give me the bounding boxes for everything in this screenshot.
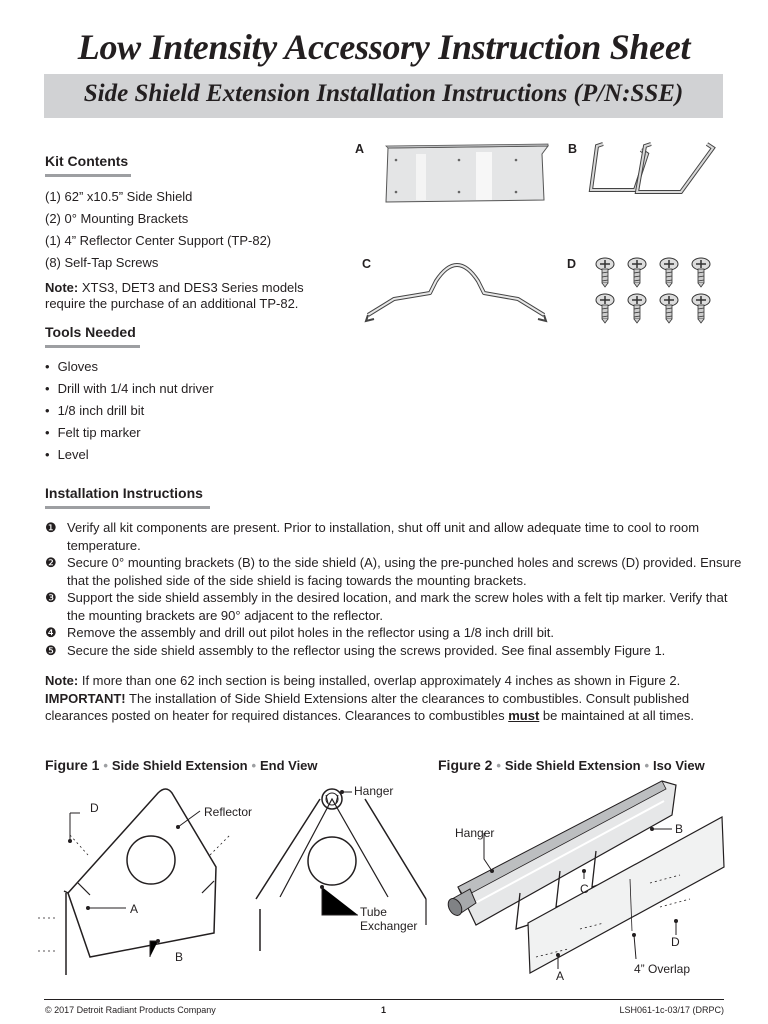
important-text: The installation of Side Shield Extensions alter the clearances to combustibles. Consult published clearances posted on heater for required distances. Clearances to combustibles bbox=[45, 690, 690, 723]
figure1-sep: • bbox=[251, 758, 257, 773]
fig1-callout-tube: Tube bbox=[360, 905, 387, 919]
install-step bbox=[45, 554, 745, 589]
important-label: IMPORTANT! bbox=[45, 690, 126, 706]
screw-icon bbox=[628, 258, 646, 287]
fig2-callout-a: A bbox=[556, 969, 565, 983]
figure2-name: Side Shield Extension bbox=[504, 758, 641, 773]
screw-icon bbox=[596, 258, 614, 287]
footer-rule bbox=[44, 999, 724, 1000]
kit-note-label: Note: bbox=[45, 280, 79, 295]
figure2-view: Iso View bbox=[652, 758, 705, 773]
step-number: ❺ bbox=[45, 642, 57, 658]
fig2-callout-overlap: 4” Overlap bbox=[634, 962, 691, 976]
kit-contents-heading: Kit Contents bbox=[45, 153, 129, 169]
install-note bbox=[45, 672, 745, 725]
figure2-title bbox=[438, 757, 705, 773]
tools-rule bbox=[45, 345, 140, 348]
center-support-drawing bbox=[362, 255, 552, 327]
step-number: ❹ bbox=[45, 625, 57, 640]
fig1-callout-a: A bbox=[130, 902, 139, 916]
figure1-label: Figure 1 bbox=[45, 757, 100, 773]
kit-note-line1 bbox=[45, 280, 304, 295]
step-number: ❷ bbox=[45, 555, 57, 570]
fig1-callout-b: B bbox=[175, 950, 184, 964]
kit-note-text: XTS3, DET3 and DES3 Series models bbox=[81, 280, 304, 295]
install-steps bbox=[45, 519, 745, 659]
screw-icon bbox=[692, 294, 710, 323]
screws-drawing bbox=[594, 256, 716, 330]
part-a-label: A bbox=[355, 142, 365, 156]
step-text: Secure 0° mounting brackets (B) to the side shield (A), using the pre-punched holes and screws (D) provided. Ensure that the polished side of the side shield is facing towards the mounting brackets. bbox=[67, 555, 742, 588]
screw-icon bbox=[660, 258, 678, 287]
step-text: Remove the assembly and drill out pilot holes in the reflector using a 1/8 inch drill bit. bbox=[67, 625, 555, 640]
part-d-label: D bbox=[567, 257, 577, 271]
figure2-sep: • bbox=[496, 758, 501, 773]
tool-item: • Felt tip marker bbox=[45, 425, 141, 440]
footer-copyright: © 2017 Detroit Radiant Products Company bbox=[45, 1005, 216, 1015]
kit-item: (1) 4” Reflector Center Support (TP-82) bbox=[45, 233, 272, 248]
install-note-text: If more than one 62 inch section is being installed, overlap approximately 4 inches as shown in Figure 2. bbox=[81, 673, 681, 688]
install-note-label: Note: bbox=[45, 673, 79, 688]
important-end: be maintained at all times. bbox=[542, 708, 694, 723]
figure1-name: Side Shield Extension bbox=[111, 758, 248, 773]
install-heading: Installation Instructions bbox=[45, 485, 203, 501]
screw-icon bbox=[596, 294, 614, 323]
kit-note-line2: require the purchase of an additional TP-82. bbox=[45, 296, 299, 311]
screw-icon bbox=[692, 258, 710, 287]
install-step bbox=[45, 589, 745, 624]
step-text: Verify all kit components are present. Prior to installation, shut off unit and allow adequate time to cool to room temperature. bbox=[67, 520, 700, 553]
page-subtitle: Side Shield Extension Installation Instructions (P/N:SSE) bbox=[83, 80, 684, 107]
must-emphasis: must bbox=[508, 708, 540, 723]
kit-item: (1) 62” x10.5” Side Shield bbox=[45, 189, 193, 204]
page-title: Low Intensity Accessory Instruction Sheet bbox=[77, 27, 691, 67]
fig1-callout-hanger: Hanger bbox=[354, 784, 394, 798]
step-text: Support the side shield assembly in the desired location, and mark the screw holes with a felt tip marker. Verify that the mounting brackets are 90° adjacent to the reflector. bbox=[67, 590, 728, 623]
tools-heading: Tools Needed bbox=[45, 324, 136, 340]
figure2-sep: • bbox=[644, 758, 650, 773]
step-number: ❸ bbox=[45, 590, 57, 605]
mounting-brackets-drawing bbox=[585, 140, 715, 202]
tool-item: • Gloves bbox=[45, 359, 98, 374]
kit-contents-rule bbox=[45, 174, 131, 177]
side-shield-drawing bbox=[376, 140, 551, 208]
tool-item: • Level bbox=[45, 447, 89, 462]
figure1-sep: • bbox=[103, 758, 108, 773]
fig2-callout-hanger: Hanger bbox=[455, 826, 495, 840]
install-step bbox=[45, 519, 745, 554]
footer-doc-number: LSH061-1c-03/17 (DRPC) bbox=[619, 1005, 724, 1015]
fig1-callout-exchanger: Exchanger bbox=[360, 919, 418, 933]
figure1-title bbox=[45, 757, 318, 773]
figure1-view: End View bbox=[259, 758, 318, 773]
fig2-callout-b: B bbox=[675, 822, 684, 836]
tool-item: • 1/8 inch drill bit bbox=[45, 403, 144, 418]
part-b-label: B bbox=[568, 142, 578, 156]
tool-item: • Drill with 1/4 inch nut driver bbox=[45, 381, 214, 396]
fig2-callout-d: D bbox=[671, 935, 680, 949]
install-step bbox=[45, 624, 745, 642]
install-rule bbox=[45, 506, 210, 509]
footer-page-number: 1 bbox=[381, 1005, 387, 1015]
fig1-callout-reflector: Reflector bbox=[204, 805, 253, 819]
kit-item: (8) Self-Tap Screws bbox=[45, 255, 159, 270]
fig2-callout-c: C bbox=[580, 882, 589, 896]
screw-icon bbox=[628, 294, 646, 323]
install-step bbox=[45, 642, 745, 660]
step-number: ❶ bbox=[45, 520, 57, 535]
kit-item: (2) 0° Mounting Brackets bbox=[45, 211, 189, 226]
step-text: Secure the side shield assembly to the reflector using the screws provided. See final assembly Figure 1. bbox=[67, 642, 666, 658]
figure2-label: Figure 2 bbox=[438, 757, 493, 773]
screw-icon bbox=[660, 294, 678, 323]
fig1-callout-d: D bbox=[90, 801, 99, 815]
part-c-label: C bbox=[362, 257, 372, 271]
